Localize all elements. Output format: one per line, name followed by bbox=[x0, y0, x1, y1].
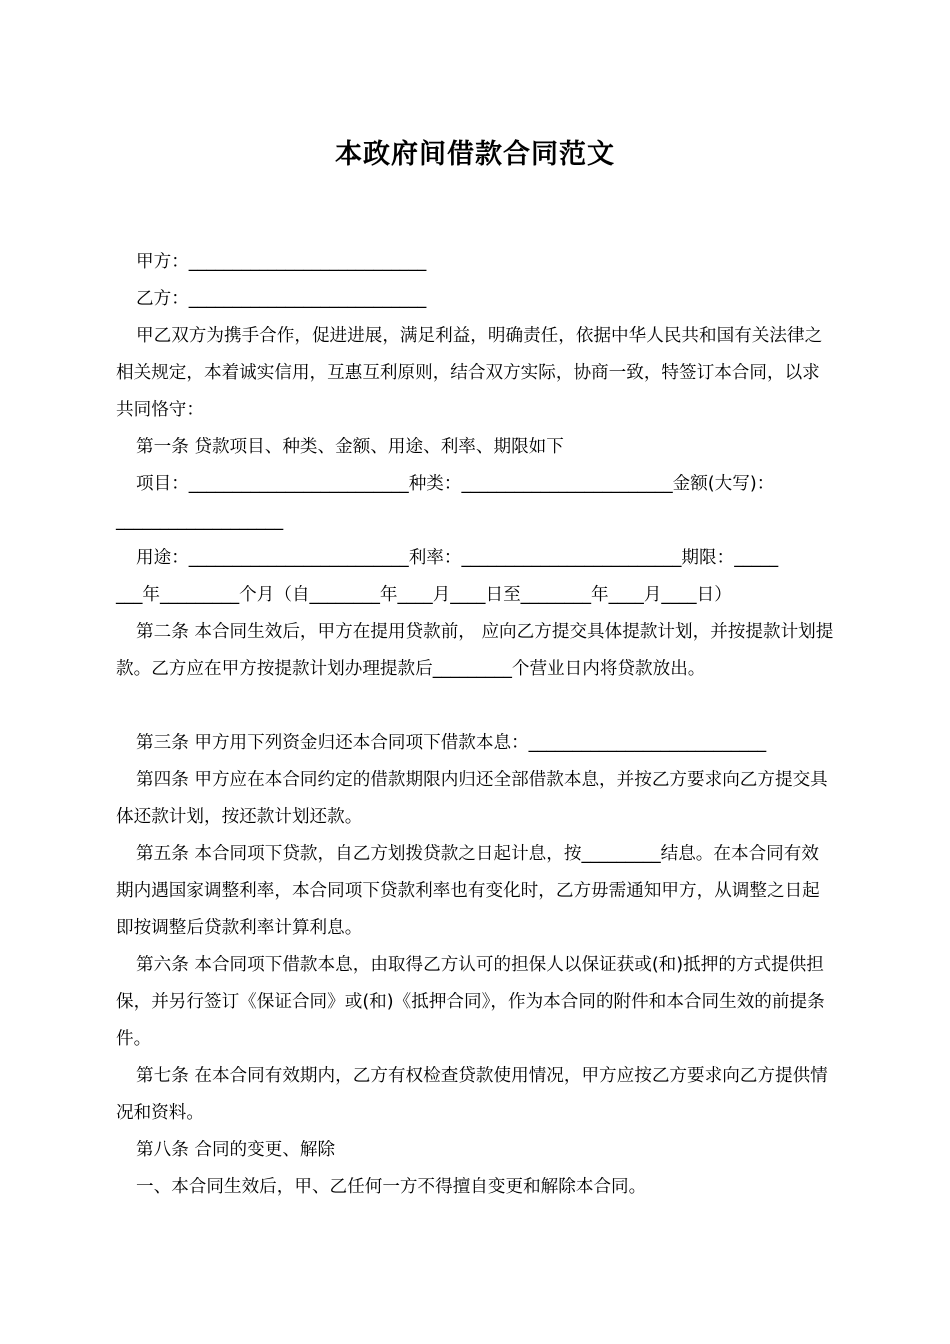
usage-line: 用途：_________________________利率：_________________________期限：_____ bbox=[136, 548, 779, 568]
article-1-heading: 第一条 贷款项目、种类、金额、用途、利率、期限如下 bbox=[136, 437, 564, 457]
article-5: 第五条 本合同项下贷款，自乙方划拨贷款之日起计息，按_________结息。在本合同有效期内遇国家调整利率，本合同项下贷款利率也有变化时，乙方毋需通知甲方，从调整之日起即按调整后贷款利率计算利息。 bbox=[116, 844, 820, 938]
article-7: 第七条 在本合同有效期内，乙方有权检查贷款使用情况，甲方应按乙方要求向乙方提供情况和资料。 bbox=[116, 1066, 828, 1123]
item-line-continued: ___________________ bbox=[116, 511, 284, 531]
paragraph-gap bbox=[116, 688, 836, 725]
article-6: 第六条 本合同项下借款本息，由取得乙方认可的担保人以保证获或(和)抵押的方式提供担保，并另行签订《保证合同》或(和)《抵押合同》，作为本合同的附件和本合同生效的前提条件。 bbox=[116, 955, 825, 1049]
party-a-line: 甲方：___________________________ bbox=[136, 252, 427, 272]
document-body bbox=[116, 244, 836, 1206]
article-4: 第四条 甲方应在本合同约定的借款期限内归还全部借款本息，并按乙方要求向乙方提交具体还款计划，按还款计划还款。 bbox=[116, 770, 828, 827]
item-line: 项目：_________________________种类：________________________金额(大写)： bbox=[136, 474, 775, 494]
period-line: ___年_________个月（自________年____月____日至________年____月____日） bbox=[116, 585, 732, 605]
article-3: 第三条 甲方用下列资金归还本合同项下借款本息：___________________________ bbox=[136, 733, 767, 753]
intro-paragraph: 甲乙双方为携手合作，促进进展，满足利益，明确责任，依据中华人民共和国有关法律之相关规定，本着诚实信用，互惠互利原则，结合双方实际，协商一致，特签订本合同，以求共同恪守： bbox=[116, 326, 823, 420]
article-2: 第二条 本合同生效后，甲方在提用贷款前， 应向乙方提交具体提款计划，并按提款计划提款。乙方应在甲方按提款计划办理提款后_________个营业日内将贷款放出。 bbox=[116, 622, 834, 679]
article-8-heading: 第八条 合同的变更、解除 bbox=[136, 1140, 336, 1160]
article-8-clause-1: 一、本合同生效后，甲、乙任何一方不得擅自变更和解除本合同。 bbox=[136, 1177, 647, 1197]
document-title: 本政府间借款合同范文 bbox=[335, 139, 615, 170]
party-b-line: 乙方：___________________________ bbox=[136, 289, 427, 309]
